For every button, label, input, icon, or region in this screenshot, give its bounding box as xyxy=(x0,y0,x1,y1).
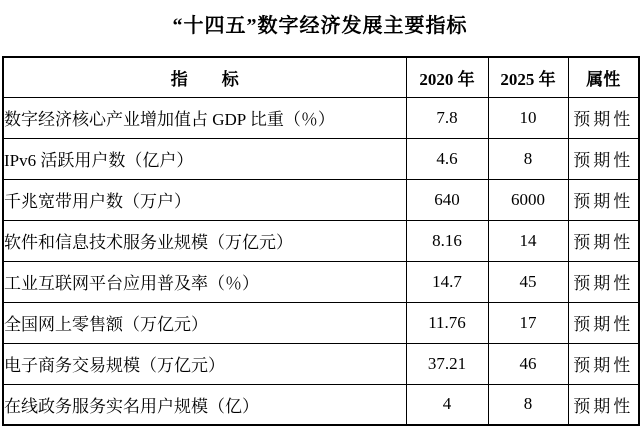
header-row xyxy=(3,57,639,97)
table-row xyxy=(3,343,639,384)
attribute-cell: 预期性 xyxy=(568,343,639,384)
value-2025-cell: 17 xyxy=(488,302,568,343)
value-2025-cell: 6000 xyxy=(488,179,568,220)
indicator-cell: 全国网上零售额（万亿元） xyxy=(3,302,406,343)
attribute-cell: 预期性 xyxy=(568,220,639,261)
indicators-table xyxy=(2,56,640,426)
indicator-cell: 电子商务交易规模（万亿元） xyxy=(3,343,406,384)
value-2020-cell: 14.7 xyxy=(406,261,488,302)
indicator-cell: 软件和信息技术服务业规模（万亿元） xyxy=(3,220,406,261)
indicator-cell: 数字经济核心产业增加值占 GDP 比重（％） xyxy=(3,97,406,138)
page-title: “十四五”数字经济发展主要指标 xyxy=(172,15,468,37)
value-2025-cell: 45 xyxy=(488,261,568,302)
table-row xyxy=(3,97,639,138)
header-2020: 2020 年 xyxy=(406,57,488,97)
table-row xyxy=(3,179,639,220)
value-2025-cell: 8 xyxy=(488,138,568,179)
table-row xyxy=(3,384,639,425)
attribute-cell: 预期性 xyxy=(568,138,639,179)
attribute-cell: 预期性 xyxy=(568,384,639,425)
value-2025-cell: 14 xyxy=(488,220,568,261)
header-2025: 2025 年 xyxy=(488,57,568,97)
indicator-cell: 在线政务服务实名用户规模（亿） xyxy=(3,384,406,425)
header-attribute: 属性 xyxy=(568,57,639,97)
value-2020-cell: 37.21 xyxy=(406,343,488,384)
value-2020-cell: 11.76 xyxy=(406,302,488,343)
value-2020-cell: 7.8 xyxy=(406,97,488,138)
value-2020-cell: 8.16 xyxy=(406,220,488,261)
value-2025-cell: 10 xyxy=(488,97,568,138)
attribute-cell: 预期性 xyxy=(568,261,639,302)
value-2020-cell: 4 xyxy=(406,384,488,425)
value-2020-cell: 640 xyxy=(406,179,488,220)
value-2020-cell: 4.6 xyxy=(406,138,488,179)
value-2025-cell: 46 xyxy=(488,343,568,384)
indicator-cell: IPv6 活跃用户数（亿户） xyxy=(3,138,406,179)
table-row xyxy=(3,220,639,261)
value-2025-cell: 8 xyxy=(488,384,568,425)
header-indicator: 指 标 xyxy=(3,57,406,97)
table-row xyxy=(3,138,639,179)
indicator-cell: 千兆宽带用户数（万户） xyxy=(3,179,406,220)
attribute-cell: 预期性 xyxy=(568,179,639,220)
indicator-cell: 工业互联网平台应用普及率（％） xyxy=(3,261,406,302)
table-row xyxy=(3,261,639,302)
attribute-cell: 预期性 xyxy=(568,302,639,343)
table-row xyxy=(3,302,639,343)
attribute-cell: 预期性 xyxy=(568,97,639,138)
